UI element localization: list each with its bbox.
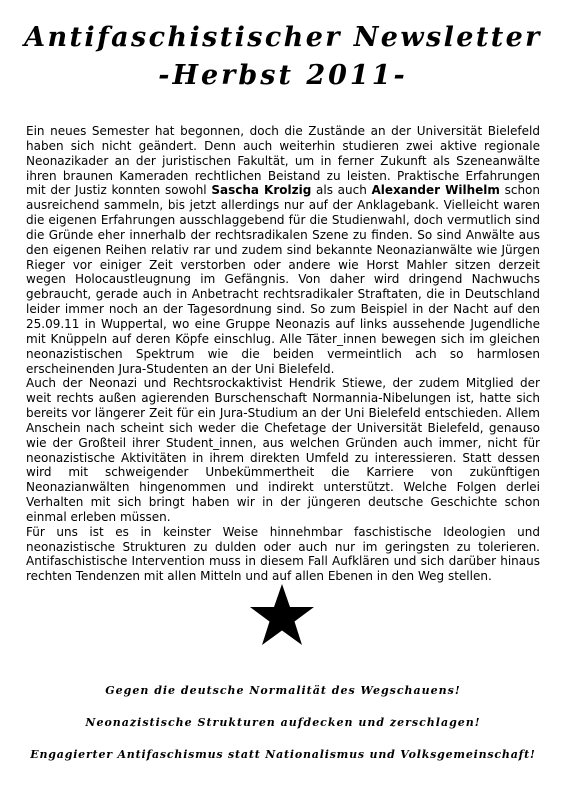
article-paragraph-1-connector: als auch xyxy=(311,183,372,198)
star-icon xyxy=(249,583,315,647)
highlighted-name-2: Alexander Wilhelm xyxy=(371,183,500,198)
article-body xyxy=(26,124,540,584)
article-paragraph-2: Auch der Neonazi und Rechtsrockaktivist Hendrik Stiewe, der zudem Mitglied der weit rechts außen agierenden Burschenschaft Normannia-Nibelungen ist, hatte sich bereits vor längerer Zeit für ein Jura-Studium an der Uni Bielefeld entschieden. Allem Anschein nach scheint sich weder die Chefetage der Universität Bielefeld, genauso wie der Großteil ihrer Student_innen, aus welchen Gründen auch immer, nicht für neonazistische Aktivitäten in ihrem direkten Umfeld zu interessieren. Statt dessen wird mit schweigender Unbekümmertheit die Karriere von zukünftigen Neonazianwälten hingenommen und indirekt unterstützt. Welche Folgen derlei Verhalten mit sich bringt haben wir in der jüngeren deutsche Geschichte schon einmal erleben müssen. xyxy=(26,376,540,524)
article-paragraph-1-start: Ein neues Semester hat begonnen, doch die Zustände an der Universität Bielefeld haben sich nicht geändert. Denn auch weiterhin studieren zwei aktive regionale Neonazikader an der juristischen Fakultät, um in ferner Zukunft als Szeneanwälte ihren braunen Kameraden rechtlichen Beistand zu leisten. Praktische Erfahrungen mit der Justiz konnten sowohl xyxy=(26,124,540,198)
newsletter-title: Antifaschistischer Newsletter xyxy=(24,22,542,53)
article-paragraph-1 xyxy=(26,124,540,376)
slogan-1: Gegen die deutsche Normalität des Wegschauens! xyxy=(105,684,461,697)
article-paragraph-3: Für uns ist es in keinster Weise hinnehmbar faschistische Ideologien und neonazistische Strukturen zu dulden oder auch nur im geringsten zu tolerieren. Antifaschistische Intervention muss in diesem Fall Aufklären und sich darüber hinaus rechten Tendenzen mit allen Mitteln und auf allen Ebenen in den Weg stellen. xyxy=(26,524,540,584)
slogan-2: Neonazistische Strukturen aufdecken und zerschlagen! xyxy=(85,716,481,729)
highlighted-name-1: Sascha Krolzig xyxy=(211,183,312,198)
slogan-3: Engagierter Antifaschismus statt Nationalismus und Volksgemeinschaft! xyxy=(30,748,536,761)
newsletter-issue: -Herbst 2011- xyxy=(158,60,408,91)
article-paragraph-1-end: schon ausreichend sammeln, bis jetzt allerdings nur auf der Anklagebank. Vielleicht waren die eigenen Erfahrungen ausschlaggebend für die Studienwahl, doch vermutlich sind die Gründe eher innerhalb der rechtsradikalen Szene zu finden. So sind Anwälte aus den eigenen Reihen relativ rar und zudem sind bekannte Neonazianwälte wie Jürgen Rieger vor einiger Zeit verstorben oder andere wie Horst Mahler sitzen derzeit wegen Holocaustleugnung im Gefängnis. Von daher wird dringend Nachwuchs gebraucht, gerade auch in Anbetracht rechtsradikaler Straftaten, die in Deutschland leider immer noch an der Tagesordnung sind. So zum Beispiel in der Nacht auf den 25.09.11 in Wuppertal, wo eine Gruppe Neonazis auf links aussehende Jugendliche mit Knüppeln auf deren Köpfe einschlug. Alle Täter_innen bewegen sich im gleichen neonazistischen Spektrum wie die beiden vermeintlich ach so harmlosen erscheinenden Jura-Studenten an der Uni Bielefeld. xyxy=(26,183,541,376)
